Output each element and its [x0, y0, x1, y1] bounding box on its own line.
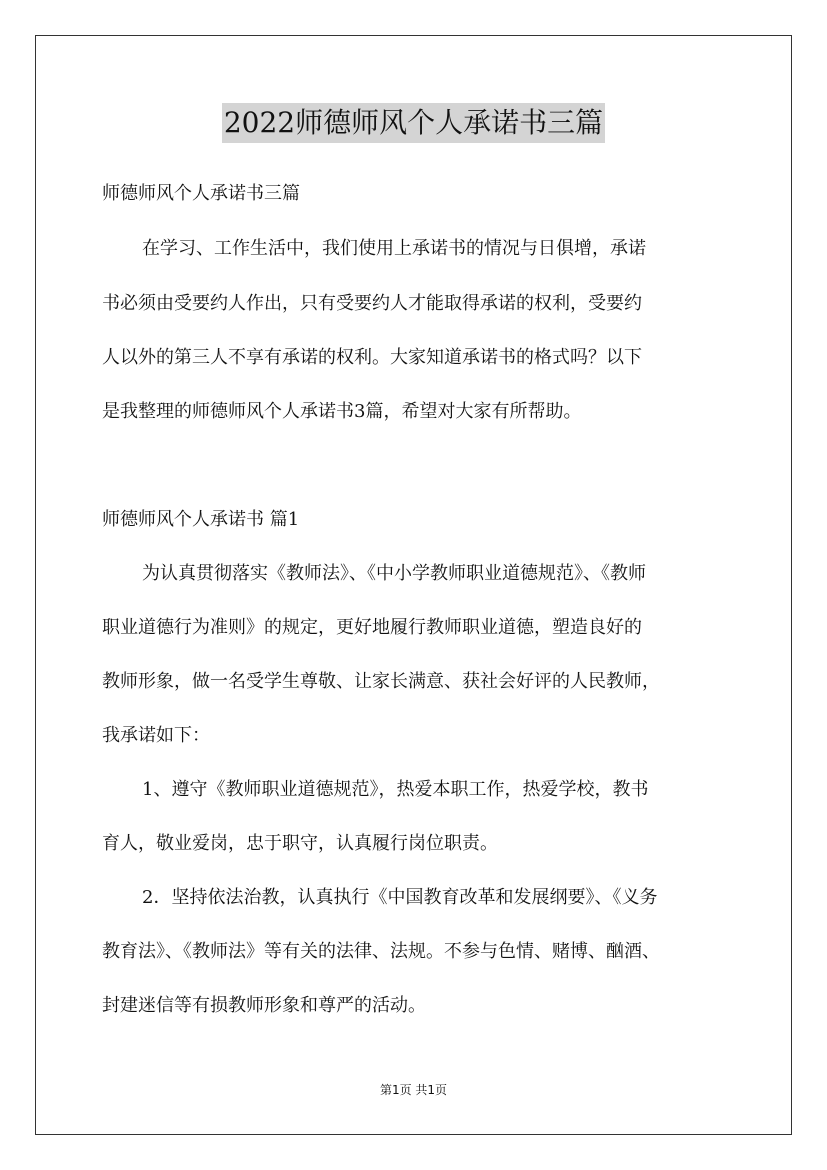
paragraph-line: 人以外的第三人不享有承诺的权利。大家知道承诺书的格式吗？以下	[102, 347, 642, 368]
document-title: 2022师德师风个人承诺书三篇	[222, 103, 605, 143]
paragraph-line: 育人，敬业爱岗，忠于职守，认真履行岗位职责。	[102, 833, 498, 854]
page-footer: 第1页 共1页	[379, 1083, 448, 1097]
paragraph-line: 是我整理的师德师风个人承诺书3篇，希望对大家有所帮助。	[102, 401, 582, 422]
paragraph-line: 在学习、工作生活中，我们使用上承诺书的情况与日俱增，承诺	[142, 238, 646, 259]
paragraph-line: 教师形象，做一名受学生尊敬、让家长满意、获社会好评的人民教师，	[102, 671, 660, 692]
paragraph-line: 为认真贯彻落实《教师法》、《中小学教师职业道德规范》、《教师	[142, 563, 646, 584]
paragraph-line: 我承诺如下：	[102, 725, 210, 746]
paragraph-line: 2．坚持依法治教，认真执行《中国教育改革和发展纲要》、《义务	[142, 887, 658, 908]
paragraph-line: 1、遵守《教师职业道德规范》，热爱本职工作，热爱学校，教书	[142, 779, 649, 800]
paragraph-line: 书必须由受要约人作出，只有受要约人才能取得承诺的权利，受要约	[102, 293, 642, 314]
paragraph-line: 教育法》、《教师法》等有关的法律、法规。不参与色情、赌博、酗酒、	[102, 941, 660, 962]
section-heading: 师德师风个人承诺书 篇1	[102, 509, 300, 530]
intro-heading: 师德师风个人承诺书三篇	[102, 183, 300, 204]
title-container	[0, 103, 827, 143]
paragraph-line: 封建迷信等有损教师形象和尊严的活动。	[102, 995, 426, 1016]
paragraph-line: 职业道德行为准则》的规定，更好地履行教师职业道德，塑造良好的	[102, 617, 642, 638]
